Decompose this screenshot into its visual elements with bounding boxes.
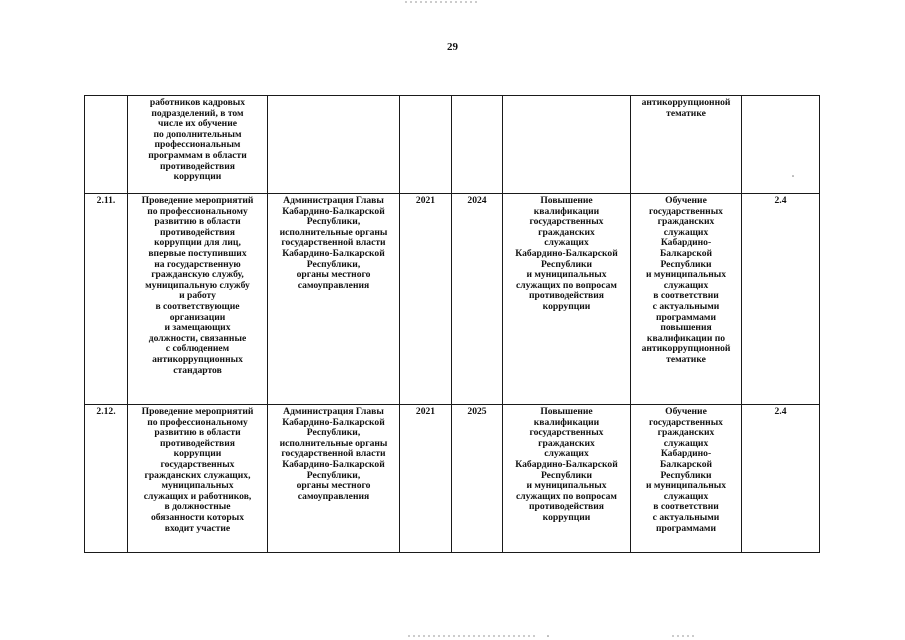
indicator-cell: 2.4: [742, 405, 820, 553]
table-row: [85, 405, 820, 553]
expected-cell: Обучение государственных гражданских служащих Кабардино- Балкарской Республики и муниципальных служащих в соответствии с актуальными программами: [631, 405, 742, 553]
end-year-cell: 2024: [452, 194, 503, 405]
result-cell: Повышение квалификации государственных гражданских служащих Кабардино-Балкарской Республики и муниципальных служащих по вопросам противодействия коррупции: [503, 405, 631, 553]
start-year-cell: 2021: [400, 194, 452, 405]
table-row: [85, 96, 820, 194]
indicator-cell: 2.4: [742, 194, 820, 405]
result-cell: [503, 96, 631, 194]
measure-cell: Проведение мероприятий по профессиональному развитию в области противодействия коррупции государственных гражданских служащих, муниципальных служащих и работников, в должностные обязанности которых входит участие: [128, 405, 268, 553]
executors-cell: Администрация Главы Кабардино-Балкарской Республики, исполнительные органы государственной власти Кабардино-Балкарской Республики, органы местного самоуправления: [268, 405, 400, 553]
row-number-cell: 2.11.: [85, 194, 128, 405]
row-number-cell: [85, 96, 128, 194]
measure-cell: Проведение мероприятий по профессиональному развитию в области противодействия коррупции для лиц, впервые поступивших на государственную гражданскую службу, муниципальную службу и работу в соответствующие организации и замещающих должности, связанные с соблюдением антикоррупционных стандартов: [128, 194, 268, 405]
executors-cell: Администрация Главы Кабардино-Балкарской Республики, исполнительные органы государственной власти Кабардино-Балкарской Республики, органы местного самоуправления: [268, 194, 400, 405]
measure-cell: работников кадровых подразделений, в том числе их обучение по дополнительным профессиональным программам в области противодействия коррупции: [128, 96, 268, 194]
page-number: 29: [447, 41, 458, 53]
measures-table: [84, 95, 820, 553]
row-number-cell: 2.12.: [85, 405, 128, 553]
end-year-cell: 2025: [452, 405, 503, 553]
end-year-cell: [452, 96, 503, 194]
result-cell: Повышение квалификации государственных гражданских служащих Кабардино-Балкарской Республики и муниципальных служащих по вопросам противодействия коррупции: [503, 194, 631, 405]
expected-cell: антикоррупционной тематике: [631, 96, 742, 194]
indicator-cell: [742, 96, 820, 194]
start-year-cell: [400, 96, 452, 194]
start-year-cell: 2021: [400, 405, 452, 553]
executors-cell: [268, 96, 400, 194]
table-row: [85, 194, 820, 405]
expected-cell: Обучение государственных гражданских служащих Кабардино- Балкарской Республики и муниципальных служащих в соответствии с актуальными программами повышения квалификации по антикоррупционной тематике: [631, 194, 742, 405]
